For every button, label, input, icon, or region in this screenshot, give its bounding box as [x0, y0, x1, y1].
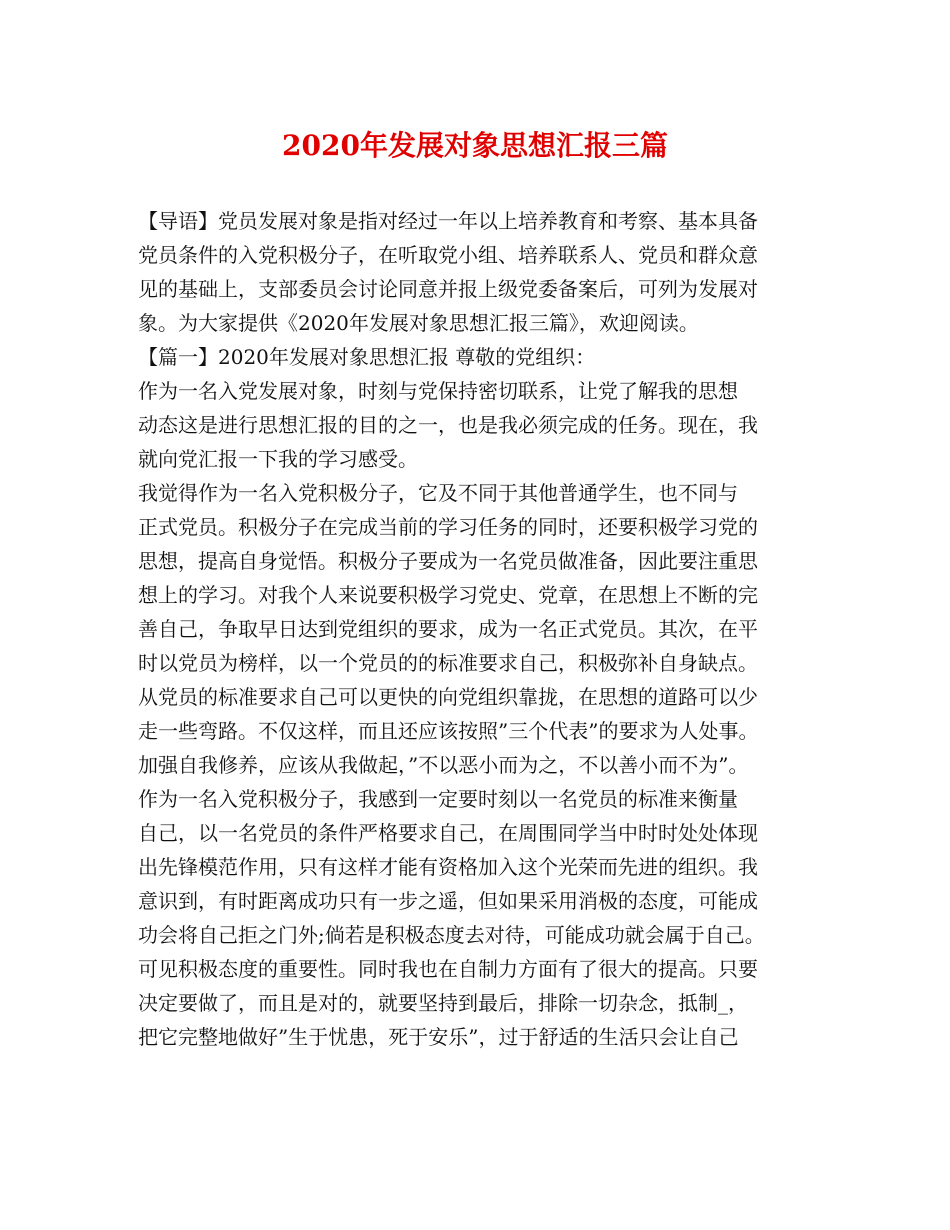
document-title: 2020年发展对象思想汇报三篇 — [282, 129, 668, 162]
body-line: 决定要做了，而且是对的，就要坚持到最后，排除一切杂念，抵制_， — [138, 991, 748, 1015]
body-line: 正式党员。积极分子在完成当前的学习任务的同时，还要积极学习党的 — [138, 515, 758, 539]
body-line: 自己，以一名党员的条件严格要求自己，在周围同学当中时时处处体现 — [138, 821, 758, 845]
body-line: 走一些弯路。不仅这样，而且还应该按照”三个代表”的要求为人处事。 — [138, 719, 759, 743]
body-line: 意识到，有时距离成功只有一步之遥，但如果采用消极的态度，可能成 — [138, 889, 758, 913]
document-body — [138, 204, 828, 1054]
body-line: 动态这是进行思想汇报的目的之一，也是我必须完成的任务。现在，我 — [138, 413, 758, 437]
body-line: 见的基础上，支部委员会讨论同意并报上级党委备案后，可列为发展对 — [138, 277, 758, 301]
body-line: 把它完整地做好”生于忧患，死于安乐”，过于舒适的生活只会让自己 — [138, 1025, 739, 1049]
body-line: 加强自我修养，应该从我做起，”不以恶小而为之，不以善小而不为”。 — [138, 753, 749, 777]
body-line: 作为一名入党积极分子，我感到一定要时刻以一名党员的标准来衡量 — [138, 787, 738, 811]
body-line: 想上的学习。对我个人来说要积极学习党史、党章，在思想上不断的完 — [138, 583, 758, 607]
body-line: 功会将自己拒之门外;倘若是积极态度去对待，可能成功就会属于自己。 — [138, 923, 765, 947]
body-line: 可见积极态度的重要性。同时我也在自制力方面有了很大的提高。只要 — [138, 957, 758, 981]
body-line: 作为一名入党发展对象，时刻与党保持密切联系，让党了解我的思想 — [138, 379, 738, 403]
body-line: 出先锋模范作用，只有这样才能有资格加入这个光荣而先进的组织。我 — [138, 855, 758, 879]
body-line: 【导语】党员发展对象是指对经过一年以上培养教育和考察、基本具备 — [138, 209, 758, 233]
body-line: 善自己，争取早日达到党组织的要求，成为一名正式党员。其次，在平 — [138, 617, 758, 641]
body-line: 时以党员为榜样，以一个党员的的标准要求自己，积极弥补自身缺点。 — [138, 651, 758, 675]
body-line: 象。为大家提供《2020年发展对象思想汇报三篇》，欢迎阅读。 — [138, 311, 699, 335]
section-heading: 【篇一】2020年发展对象思想汇报 尊敬的党组织： — [138, 345, 596, 369]
body-line: 党员条件的入党积极分子，在听取党小组、培养联系人、党员和群众意 — [138, 243, 758, 267]
body-line: 思想，提高自身觉悟。积极分子要成为一名党员做准备，因此要注重思 — [138, 549, 758, 573]
body-line: 我觉得作为一名入党积极分子，它及不同于其他普通学生，也不同与 — [138, 481, 738, 505]
body-line: 就向党汇报一下我的学习感受。 — [138, 447, 418, 471]
body-line: 从党员的标准要求自己可以更快的向党组织靠拢，在思想的道路可以少 — [138, 685, 758, 709]
